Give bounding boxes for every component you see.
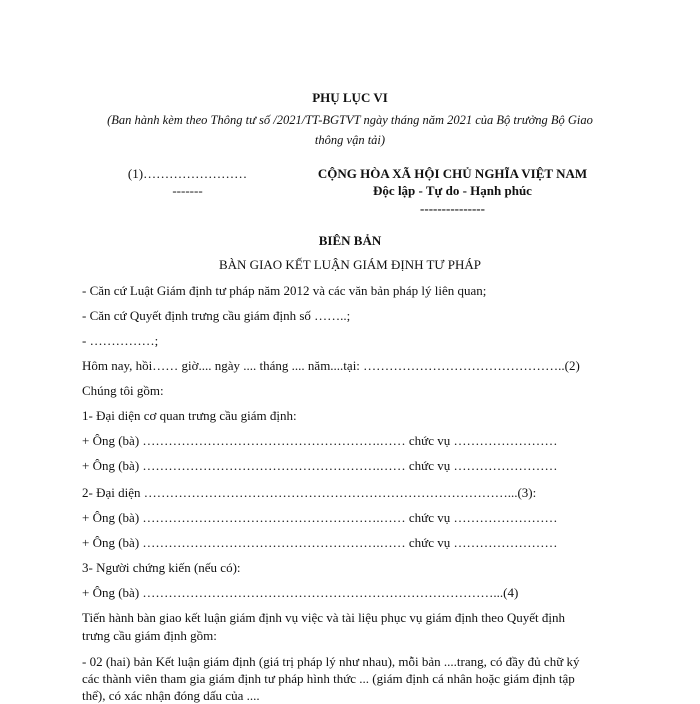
handover-item-line2: các thành viên tham gia giám định tư pháp hình thức ... (giám định cá nhân hoặc giám định tập	[82, 671, 575, 686]
agency-member-1: + Ông (bà) ……………………………………………….…… chức vụ ……………………	[82, 433, 558, 448]
handover-statement-line1: Tiến hành bàn giao kết luận giám định vụ việc và tài liệu phục vụ giám định theo Quyết định	[82, 610, 565, 625]
basis-law: - Căn cứ Luật Giám định tư pháp năm 2012 và các văn bản pháp lý liên quan;	[82, 283, 487, 298]
agency-member-2: + Ông (bà) ……………………………………………….…… chức vụ ……………………	[82, 458, 558, 473]
national-motto: Độc lập - Tự do - Hạnh phúc	[373, 183, 532, 198]
basis-decision: - Căn cứ Quyết định trưng cầu giám định số ……..;	[82, 308, 351, 323]
republic-name: CỘNG HÒA XÃ HỘI CHỦ NGHĨA VIỆT NAM	[317, 166, 588, 181]
date-place-line: Hôm nay, hồi…… giờ.... ngày .... tháng .... năm....tại: ………………………………………..(2)	[82, 358, 580, 373]
representative-member-2: + Ông (bà) ……………………………………………….…… chức vụ ……………………	[82, 535, 558, 550]
appendix-subtitle-line1: (Ban hành kèm theo Thông tư số /2021/TT-BGTVT ngày tháng năm 2021 của Bộ trưởng Bộ Giao	[107, 113, 593, 127]
representative-member-1: + Ông (bà) ……………………………………………….…… chức vụ ……………………	[82, 510, 558, 525]
section-witness: 3- Người chứng kiến (nếu có):	[82, 560, 241, 575]
document-title: BIÊN BẢN	[318, 233, 382, 248]
org-placeholder: (1)……………………	[127, 166, 248, 181]
basis-other: - ……………;	[82, 333, 159, 348]
org-dashes: -------	[172, 183, 203, 198]
witness-member: + Ông (bà) ………………………………………………………………………...(4)	[82, 585, 519, 600]
section-requesting-agency: 1- Đại diện cơ quan trưng cầu giám định:	[82, 408, 297, 423]
appendix-subtitle-line2: thông vận tải)	[314, 133, 386, 147]
appendix-title: PHỤ LỤC VI	[312, 90, 388, 105]
handover-item-line1: - 02 (hai) bản Kết luận giám định (giá trị pháp lý như nhau), mỗi bản ....trang, có đầy đủ chữ ký	[82, 654, 580, 669]
document-subtitle: BÀN GIAO KẾT LUẬN GIÁM ĐỊNH TƯ PHÁP	[218, 257, 482, 272]
participants-intro: Chúng tôi gồm:	[82, 383, 164, 398]
section-representative: 2- Đại diện …………………………………………………………………………...(3):	[82, 485, 537, 500]
motto-dashes: ---------------	[420, 201, 485, 216]
handover-item-line3: thể), có xác nhận đóng dấu của ....	[82, 688, 260, 703]
handover-statement-line2: trưng cầu giám định gồm:	[82, 628, 217, 643]
